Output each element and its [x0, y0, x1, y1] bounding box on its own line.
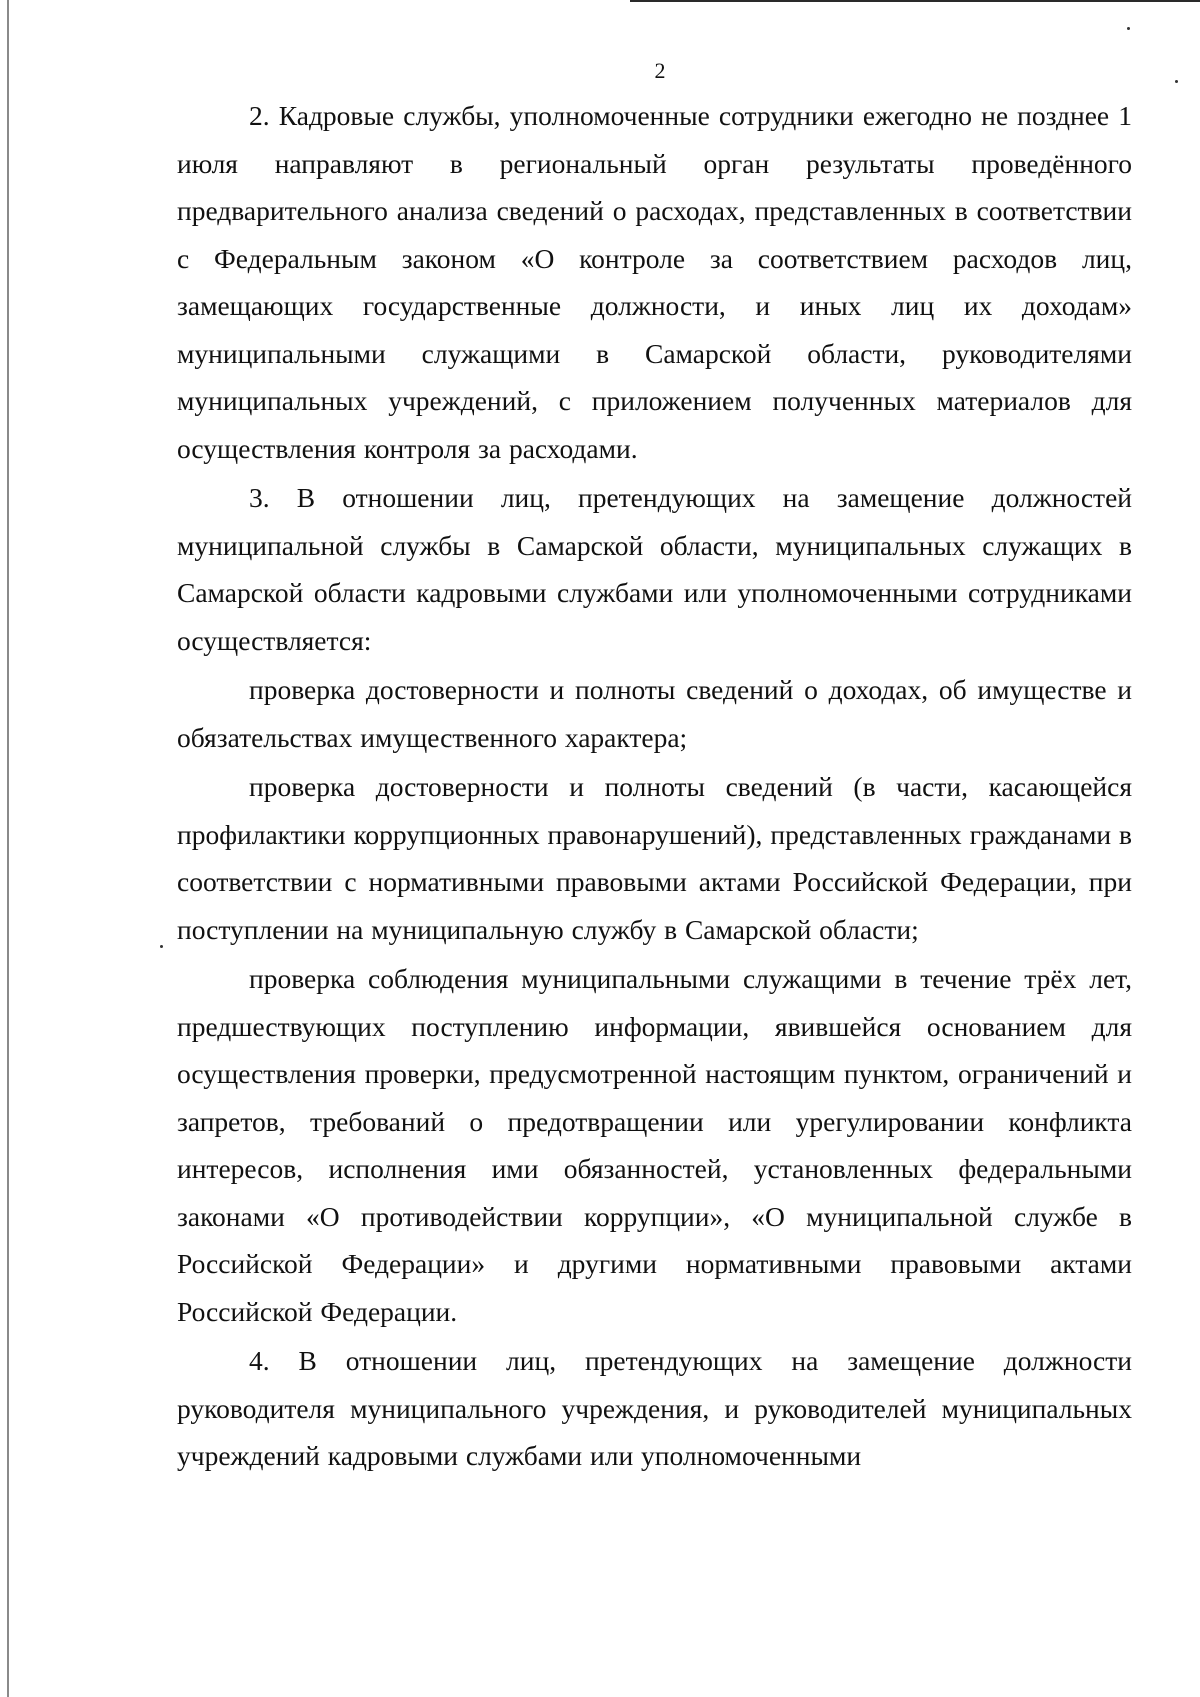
page-number: 2 — [654, 58, 666, 83]
scan-left-edge — [7, 0, 9, 1697]
document-body — [177, 92, 1132, 1482]
scan-speck — [160, 945, 163, 948]
paragraph-item-3: 3. В отношении лиц, претендующих на замещение должностей муниципальной службы в Самарской области, муниципальных служащих в Самарской области кадровыми службами или уполномоченными сотрудниками осуществляется: — [177, 482, 1132, 656]
paragraph-check-restrictions: проверка соблюдения муниципальными служащими в течение трёх лет, предшествующих поступлению информации, явившейся основанием для осуществления проверки, предусмотренной настоящим пунктом, ограничений и запретов, требований о предотвращении или урегулировании конфликта интересов, исполнения ими обязанностей, установленных федеральными законами «О противодействии коррупции», «О муниципальной службе в Российской Федерации» и другими нормативными правовыми актами Российской Федерации. — [177, 963, 1132, 1327]
scan-top-edge — [630, 0, 1200, 2]
paragraph-check-citizen-info: проверка достоверности и полноты сведений (в части, касающейся профилактики коррупционных правонарушений), представленных гражданами в соответствии с нормативными правовыми актами Российской Федерации, при поступлении на муниципальную службу в Самарской области; — [177, 771, 1132, 945]
paragraph-check-income-info: проверка достоверности и полноты сведений о доходах, об имуществе и обязательствах имущественного характера; — [177, 674, 1132, 753]
scan-speck — [1127, 27, 1130, 30]
paragraph-item-4: 4. В отношении лиц, претендующих на замещение должности руководителя муниципального учреждения, и руководителей муниципальных учреждений кадровыми службами или уполномоченными — [177, 1345, 1132, 1471]
paragraph-item-2: 2. Кадровые службы, уполномоченные сотрудники ежегодно не позднее 1 июля направляют в региональный орган результаты проведённого предварительного анализа сведений о расходах, представленных в соответствии с Федеральным законом «О контроле за соответствием расходов лиц, замещающих государственные должности, и иных лиц их доходам» муниципальными служащими в Самарской области, руководителями муниципальных учреждений, с приложением полученных материалов для осуществления контроля за расходами. — [177, 100, 1132, 464]
